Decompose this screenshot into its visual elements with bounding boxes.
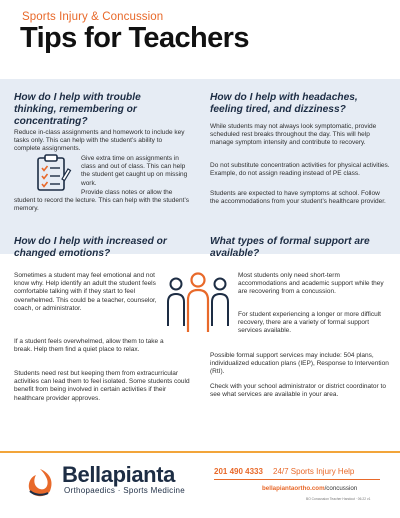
headaches-paragraph-1: While students may not always look symptomatic, provide scheduled rest breaks throughout the day. This will help manage symptom intensity and contribute to recovery. (210, 123, 377, 147)
trouble-paragraph-3b: student to record the lecture. This can help with the student’s memory. (14, 197, 190, 213)
website-link[interactable] (262, 485, 357, 492)
brand-tagline: Orthopaedics · Sports Medicine (64, 486, 186, 495)
support-paragraph-2: For student experiencing a longer or more difficult recovery, there are a variety of formal support services available. (238, 311, 381, 335)
question-support: What types of formal support are available? (210, 236, 370, 259)
website-path: /concussion (324, 485, 358, 492)
trouble-paragraph-1: Reduce in-class assignments and homework to include key tasks only. This can help with the student’s ability to complete assignments. (14, 129, 185, 153)
phone-number[interactable]: 201 490 4333 (214, 467, 263, 476)
page-title: Tips for Teachers (20, 22, 249, 54)
question-trouble-thinking: How do I help with trouble thinking, remembering or concentrating? (14, 92, 141, 127)
emotions-paragraph-2: If a student feels overwhelmed, allow them to take a break. Help them find a quiet place to relax. (14, 338, 164, 354)
website-domain: bellapiantaortho.com (262, 485, 325, 492)
header-eyebrow: Sports Injury & Concussion (22, 11, 164, 23)
footer-divider (0, 451, 400, 453)
phone-underline (214, 479, 380, 480)
emotions-paragraph-1: Sometimes a student may feel emotional and not know why. Help identify an adult the student feels comfortable talking with if they start to feel overwhelmed. This could be a teacher, counselor, coach, or administrator. (14, 272, 157, 312)
clipboard-checklist-icon (32, 153, 72, 193)
brand-name: Bellapianta (62, 462, 175, 487)
emotions-paragraph-3: Students need rest but keeping them from extracurricular activities can lead them to feel isolated. Some students could benefit from being involved in certain activities if their healthcare provider approves. (14, 370, 190, 402)
support-paragraph-4: Check with your school administrator or district coordinator to see what services are available in your area. (210, 383, 386, 399)
trouble-paragraph-2: Give extra time on assignments in class and out of class. This can help the student get caught up on missing work. (81, 155, 188, 187)
support-paragraph-3: Possible formal support services may include: 504 plans, individualized education plans (IEP), Response to Intervention (RtI). (210, 352, 389, 376)
question-emotions: How do I help with increased or changed emotions? (14, 236, 167, 259)
question-headaches: How do I help with headaches, feeling tired, and dizziness? (210, 92, 358, 115)
trouble-paragraph-3a: Provide class notes or allow the (81, 189, 173, 196)
headaches-paragraph-2: Do not substitute concentration activities for physical activities. Example, do not assign reading instead of PE class. (210, 162, 390, 178)
support-paragraph-1: Most students only need short-term accommodations and academic support while they are recovering from a concussion. (238, 272, 384, 296)
fine-print: BO Concussion Teacher Handout · 06.22 v1 (306, 497, 371, 501)
people-group-icon (160, 270, 236, 334)
bellapianta-logo-icon (24, 467, 56, 499)
headaches-paragraph-3: Students are expected to have symptoms at school. Follow the accommodations from your student’s healthcare provider. (210, 190, 386, 206)
phone-label: 24/7 Sports Injury Help (273, 467, 355, 476)
